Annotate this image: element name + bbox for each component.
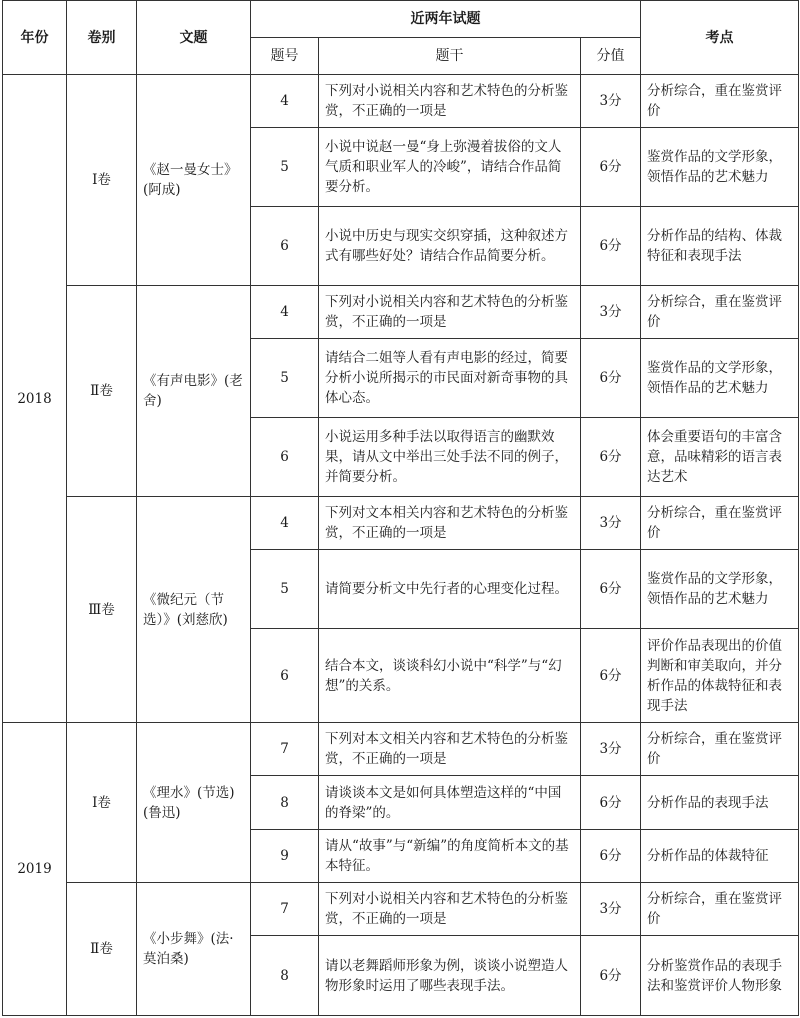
question-score: 6分 [581, 207, 641, 286]
table-row [3, 883, 799, 936]
question-score: 6分 [581, 629, 641, 723]
question-score: 3分 [581, 286, 641, 339]
table-row [3, 286, 799, 339]
question-score: 3分 [581, 497, 641, 550]
table-row [3, 497, 799, 550]
header-year: 年份 [3, 1, 67, 75]
question-stem: 下列对小说相关内容和艺术特色的分析鉴赏，不正确的一项是 [319, 883, 581, 936]
question-score: 6分 [581, 830, 641, 883]
header-score: 分值 [581, 38, 641, 75]
volume-cell: Ⅱ卷 [67, 286, 137, 497]
question-stem: 小说中历史与现实交织穿插，这种叙述方式有哪些好处？请结合作品简要分析。 [319, 207, 581, 286]
question-stem: 下列对小说相关内容和艺术特色的分析鉴赏，不正确的一项是 [319, 75, 581, 128]
exam-point: 体会重要语句的丰富含意，品味精彩的语言表达艺术 [641, 418, 799, 497]
question-number: 7 [251, 883, 319, 936]
question-stem: 请从“故事”与“新编”的角度简析本文的基本特征。 [319, 830, 581, 883]
header-number: 题号 [251, 38, 319, 75]
work-title: 《理水》(节选)(鲁迅) [137, 723, 251, 883]
question-number: 8 [251, 776, 319, 830]
question-stem: 小说运用多种手法以取得语言的幽默效果，请从文中举出三处手法不同的例子，并简要分析。 [319, 418, 581, 497]
question-number: 4 [251, 75, 319, 128]
volume-cell: Ⅱ卷 [67, 883, 137, 1016]
year-cell: 2018 [3, 75, 67, 723]
question-stem: 请以老舞蹈师形象为例，谈谈小说塑造人物形象时运用了哪些表现手法。 [319, 936, 581, 1016]
question-number: 6 [251, 207, 319, 286]
volume-cell: Ⅰ卷 [67, 75, 137, 286]
question-stem: 请谈谈本文是如何具体塑造这样的“中国的脊梁”的。 [319, 776, 581, 830]
exam-point: 分析综合，重在鉴赏评价 [641, 883, 799, 936]
table-body [3, 75, 799, 1016]
question-number: 5 [251, 128, 319, 207]
table-row [3, 723, 799, 776]
question-score: 6分 [581, 550, 641, 629]
question-number: 6 [251, 629, 319, 723]
question-score: 6分 [581, 339, 641, 418]
question-score: 3分 [581, 75, 641, 128]
question-score: 6分 [581, 128, 641, 207]
exam-point: 分析综合，重在鉴赏评价 [641, 497, 799, 550]
question-stem: 下列对文本相关内容和艺术特色的分析鉴赏，不正确的一项是 [319, 497, 581, 550]
work-title: 《赵一曼女士》(阿成) [137, 75, 251, 286]
volume-cell: Ⅰ卷 [67, 723, 137, 883]
question-number: 5 [251, 550, 319, 629]
exam-point: 分析综合，重在鉴赏评价 [641, 286, 799, 339]
question-number: 9 [251, 830, 319, 883]
question-score: 6分 [581, 776, 641, 830]
exam-point: 鉴赏作品的文学形象，领悟作品的艺术魅力 [641, 339, 799, 418]
volume-cell: Ⅲ卷 [67, 497, 137, 723]
question-score: 6分 [581, 936, 641, 1016]
question-stem: 结合本文，谈谈科幻小说中“科学”与“幻想”的关系。 [319, 629, 581, 723]
work-title: 《小步舞》(法·莫泊桑) [137, 883, 251, 1016]
header-volume: 卷别 [67, 1, 137, 75]
header-stem: 题干 [319, 38, 581, 75]
question-stem: 请结合二姐等人看有声电影的经过，简要分析小说所揭示的市民面对新奇事物的具体心态。 [319, 339, 581, 418]
exam-point: 评价作品表现出的价值判断和审美取向，并分析作品的体裁特征和表现手法 [641, 629, 799, 723]
table-header [3, 1, 799, 75]
year-cell: 2019 [3, 723, 67, 1016]
header-group: 近两年试题 [251, 1, 641, 38]
question-number: 4 [251, 497, 319, 550]
exam-table [2, 0, 799, 1016]
table-row [3, 75, 799, 128]
exam-point: 分析作品的结构、体裁特征和表现手法 [641, 207, 799, 286]
question-stem: 小说中说赵一曼“身上弥漫着拔俗的文人气质和职业军人的冷峻”，请结合作品简要分析。 [319, 128, 581, 207]
exam-point: 分析鉴赏作品的表现手法和鉴赏评价人物形象 [641, 936, 799, 1016]
exam-point: 分析作品的体裁特征 [641, 830, 799, 883]
question-score: 3分 [581, 723, 641, 776]
work-title: 《有声电影》(老舍) [137, 286, 251, 497]
question-score: 6分 [581, 418, 641, 497]
question-number: 7 [251, 723, 319, 776]
question-stem: 请简要分析文中先行者的心理变化过程。 [319, 550, 581, 629]
question-stem: 下列对本文相关内容和艺术特色的分析鉴赏，不正确的一项是 [319, 723, 581, 776]
work-title: 《微纪元（节选）》(刘慈欣) [137, 497, 251, 723]
question-number: 4 [251, 286, 319, 339]
question-score: 3分 [581, 883, 641, 936]
exam-point: 鉴赏作品的文学形象，领悟作品的艺术魅力 [641, 550, 799, 629]
exam-point: 分析作品的表现手法 [641, 776, 799, 830]
header-title: 文题 [137, 1, 251, 75]
exam-point: 分析综合，重在鉴赏评价 [641, 723, 799, 776]
header-point: 考点 [641, 1, 799, 75]
question-number: 5 [251, 339, 319, 418]
exam-point: 鉴赏作品的文学形象，领悟作品的艺术魅力 [641, 128, 799, 207]
exam-point: 分析综合，重在鉴赏评价 [641, 75, 799, 128]
question-number: 8 [251, 936, 319, 1016]
question-number: 6 [251, 418, 319, 497]
question-stem: 下列对小说相关内容和艺术特色的分析鉴赏，不正确的一项是 [319, 286, 581, 339]
